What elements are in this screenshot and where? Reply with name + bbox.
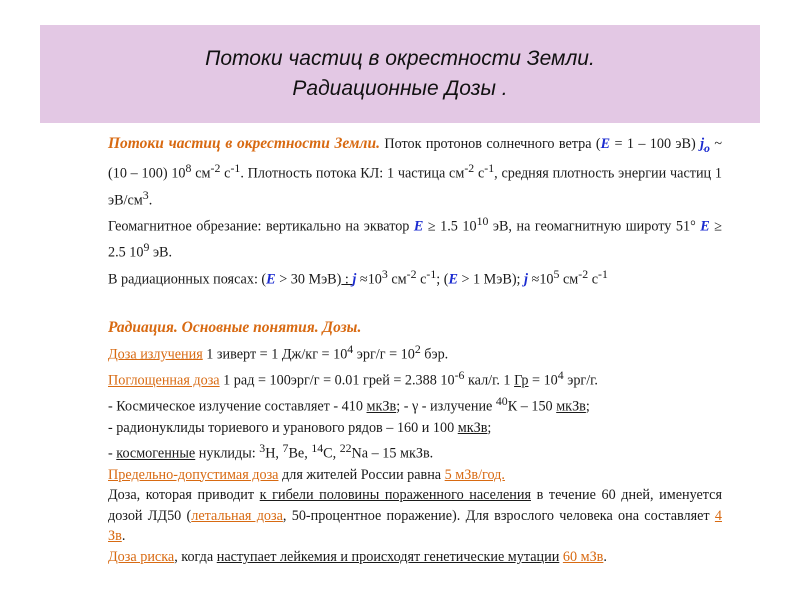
term-absorbed-dose: Поглощенная доза	[108, 372, 220, 389]
slide-content	[108, 134, 722, 568]
paragraph-radiation-belts: В радиационных поясах: (E > 30 МэВ) : $j \approx 10^3$ $см^{-2}$ $с^{-1}$; (E > 1 МэВ); $j \approx 10^5$ $см^{-2}$ $с^{-1}$	[108, 266, 608, 288]
paragraph-solar-wind: Потоки частиц в окрестности Земли. Поток протонов солнечного ветра (E = 1 – 100 эВ) $j_o$ ~ (10 – 100) $10^8$ $см^{-2}$ $с^{-1}$. Плотность потока КЛ: 1 частица $см^{-2}$ $с^{-1}$, средняя плотность энергии частиц 1 $эВ/см^3$.	[108, 135, 722, 209]
term-permissible-dose: Предельно-допустимая доза	[108, 466, 279, 483]
line-absorbed-dose: Поглощенная доза 1 рад = 100эрг/г = 0.01 грей = 2.388 $10^{-6}$ кал/г. 1 Гр = $10^4$ эрг/г.	[108, 367, 598, 389]
paragraph-lethal-dose: Доза, которая приводит к гибели половины пораженного населения в течение 60 дней, именуется дозой ЛД50 (летальная доза, 50-процентное поражение). Для взрослого человека она составляет 4 Зв.	[108, 487, 722, 545]
line-cosmic-radiation: - Космическое излучение составляет - 410 мкЗв; - γ - излучение $^{40}$К – 150 мкЗв;	[108, 394, 590, 416]
section-heading-radiation-doses: Радиация. Основные понятия. Дозы.	[108, 319, 362, 337]
term-lethal-dose: летальная доза	[191, 507, 283, 524]
term-risk-dose: Доза риска	[108, 548, 175, 565]
section-heading-particle-flows: Потоки частиц в окрестности Земли.	[108, 135, 380, 152]
slide-title-line-2: Радиационные Дозы .	[292, 77, 508, 100]
slide-title-band	[40, 25, 760, 123]
line-permissible-dose: Предельно-допустимая доза для жителей России равна 5 мЗв/год.	[108, 466, 505, 483]
line-radionuclides: - радионуклиды ториевого и уранового рядов – 160 и 100 мкЗв;	[108, 419, 492, 436]
paragraph-geomagnetic-cutoff: Геомагнитное обрезание: вертикально на экватор E ≥ 1.5 $10^{10}$ эВ, на геомагнитную широту 51° E ≥ 2.5 $10^9$ эВ.	[108, 214, 722, 262]
term-dose-equivalent: Доза излучения	[108, 346, 203, 363]
line-dose-equivalent: Доза излучения 1 зиверт = 1 $Дж/кг = 10^4$ $эрг/г = 10^2$ бэр.	[108, 341, 449, 363]
line-cosmogenic-nuclides: - космогенные нуклиды: $^3$Н, $^7$Ве, $^{14}$С, $^{22}$Na – 15 мкЗв.	[108, 441, 434, 462]
symbol-j-o: $j_o$	[700, 136, 710, 155]
line-risk-dose: Доза риска, когда наступает лейкемия и происходят генетические мутации 60 мЗв.	[108, 548, 607, 565]
slide-title-line-1: Потоки частиц в окрестности Земли.	[205, 47, 595, 70]
